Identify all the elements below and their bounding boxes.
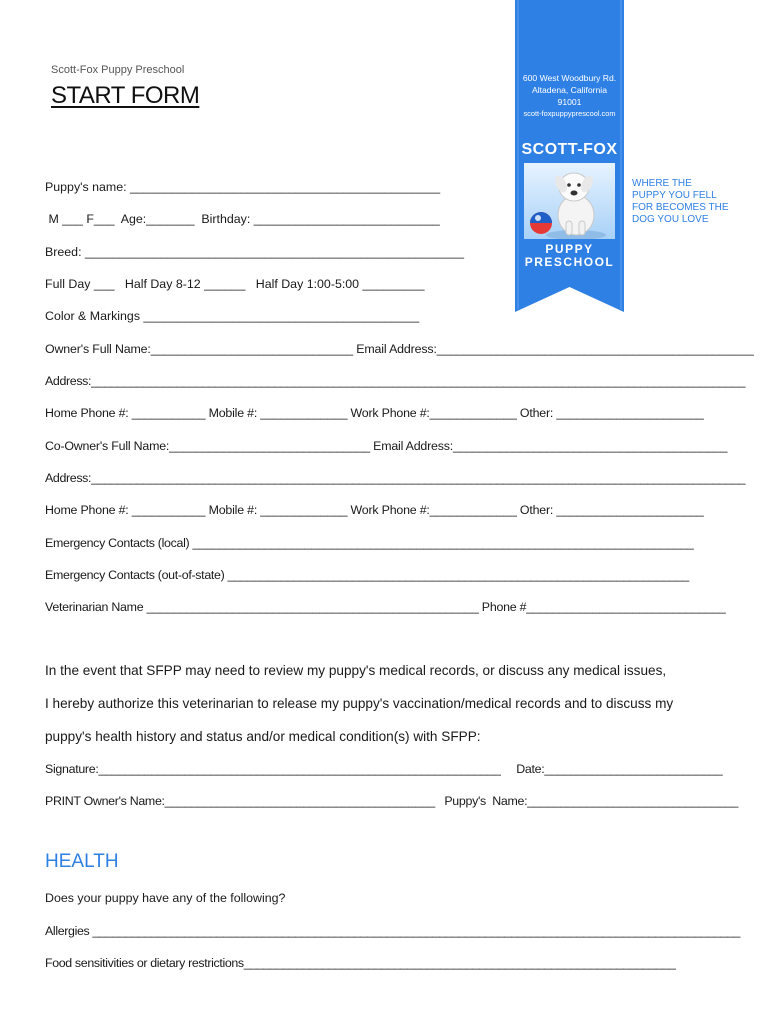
coowner-phones-field[interactable]: Home Phone #: ___________ Mobile #: _____________ Work Phone #:_____________ Other: ______________________ bbox=[45, 503, 704, 517]
form-title: START FORM bbox=[51, 82, 200, 109]
address-line-1: 600 West Woodbury Rd. bbox=[522, 73, 617, 83]
breed-field[interactable]: Breed: _______________________________________________________ bbox=[45, 245, 464, 259]
puppy-illustration bbox=[524, 163, 615, 239]
logo-top-text: SCOTT-FOX bbox=[521, 141, 618, 158]
puppy-image bbox=[524, 163, 615, 239]
signature-date-field[interactable]: Signature:_____________________________________________________________ Date:___________________________ bbox=[45, 762, 723, 776]
authorization-line-1: In the event that SFPP may need to review my puppy's medical records, or discuss any medical issues, bbox=[45, 663, 667, 678]
address-line-3: 91001 bbox=[557, 97, 582, 107]
org-name: Scott-Fox Puppy Preschool bbox=[51, 64, 185, 76]
print-names-field[interactable]: PRINT Owner's Name:_________________________________________ Puppy's Name:________________________________ bbox=[45, 794, 739, 808]
health-heading: HEALTH bbox=[45, 851, 119, 872]
tagline-line-2: PUPPY YOU FELL bbox=[632, 190, 717, 201]
logo-preschool-text: PRESCHOOL bbox=[524, 255, 615, 269]
authorization-line-2: I hereby authorize this veterinarian to release my puppy's vaccination/medical records and to discuss my bbox=[45, 696, 674, 711]
food-sensitivities-field[interactable]: Food sensitivities or dietary restrictions__________________________________________________________________ bbox=[45, 956, 676, 970]
logo-puppy-text: PUPPY bbox=[545, 242, 594, 256]
tagline-line-1: WHERE THE bbox=[632, 178, 692, 189]
veterinarian-field[interactable]: Veterinarian Name __________________________________________________ Phone #______________________________ bbox=[45, 600, 726, 614]
tagline-line-3: FOR BECOMES THE bbox=[632, 202, 729, 213]
emergency-out-of-state-field[interactable]: Emergency Contacts (out-of-state) ______________________________________________________________________ bbox=[45, 568, 689, 582]
coowner-name-email-field[interactable]: Co-Owner's Full Name:______________________________ Email Address:_________________________________________ bbox=[45, 439, 728, 453]
coowner-address-field[interactable]: Address:____________________________________________________________________________________________________ bbox=[45, 471, 746, 485]
puppy-name-field[interactable]: Puppy's name: _____________________________________________ bbox=[45, 180, 441, 194]
allergies-field[interactable]: Allergies ___________________________________________________________________________________________________ bbox=[45, 924, 741, 938]
tagline-line-4: DOG YOU LOVE bbox=[632, 214, 709, 225]
owner-address-field[interactable]: Address:____________________________________________________________________________________________________ bbox=[45, 374, 746, 388]
owner-name-email-field[interactable]: Owner's Full Name:______________________________ Email Address:_______________________________________________ bbox=[45, 342, 754, 356]
owner-phones-field[interactable]: Home Phone #: ___________ Mobile #: _____________ Work Phone #:_____________ Other: ______________________ bbox=[45, 406, 704, 420]
website: scott-foxpuppyprescool.com bbox=[523, 109, 616, 118]
day-options-field[interactable]: Full Day ___ Half Day 8-12 ______ Half Day 1:00-5:00 _________ bbox=[45, 277, 425, 291]
authorization-line-3: puppy's health history and status and/or medical condition(s) with SFPP: bbox=[45, 729, 481, 744]
address-line-2: Altadena, California bbox=[531, 85, 607, 95]
emergency-local-field[interactable]: Emergency Contacts (local) ____________________________________________________________________________ bbox=[45, 536, 694, 550]
sex-age-birthday-field[interactable]: M ___ F___ Age:_______ Birthday: ___________________________ bbox=[45, 212, 440, 226]
color-markings-field[interactable]: Color & Markings ________________________________________ bbox=[45, 309, 420, 323]
health-question: Does your puppy have any of the following? bbox=[45, 891, 286, 905]
